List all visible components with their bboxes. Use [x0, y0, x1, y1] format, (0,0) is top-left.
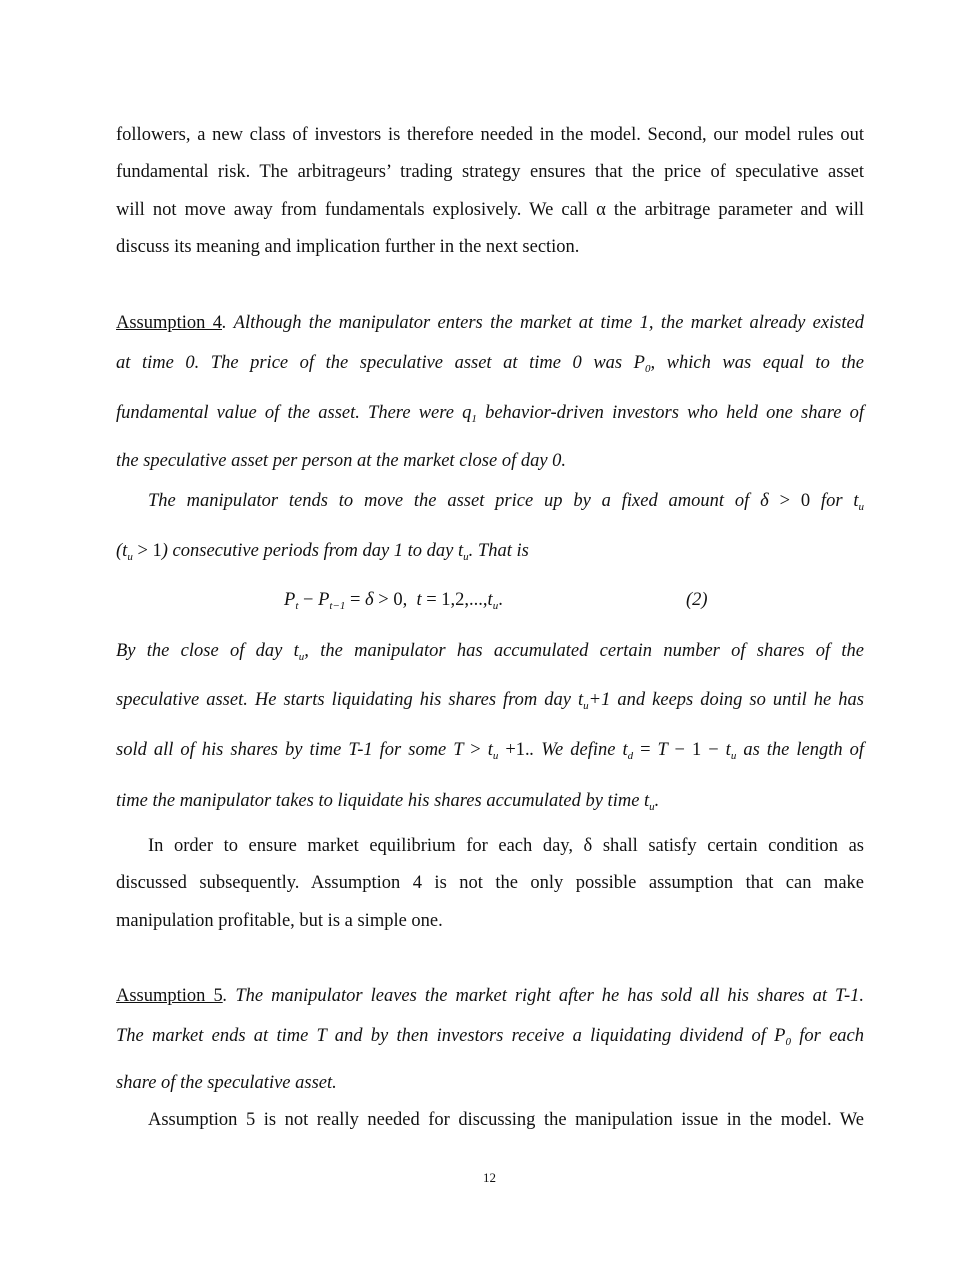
- assumption-4-line: time the manipulator takes to liquidate his shares accumulated by time $t_u$.: [116, 791, 660, 813]
- assumption-4-line: $(t_u > 1)$ consecutive periods from day 1 to day $t_u$. That is: [116, 541, 529, 563]
- math-tu: $t_u$: [853, 491, 865, 513]
- math-tu: $t_u$: [578, 690, 589, 712]
- math-p0: $P_0$: [774, 1026, 791, 1048]
- assumption-5-line: The market ends at time T and by then investors receive a liquidating dividend of $P_0$ for each: [116, 1026, 865, 1048]
- assumption-4-line: speculative asset. He starts liquidating his shares from day $t_u+1$ and keeps doing so until he has: [116, 690, 864, 712]
- paragraph-line: In order to ensure market equilibrium for each day, δ shall satisfy certain condition as: [148, 836, 864, 856]
- assumption-4-label: Assumption 4: [116, 313, 223, 333]
- paragraph-line: followers, a new class of investors is therefore needed in the model. Second, our model rules out: [116, 125, 864, 145]
- paragraph-line: discuss its meaning and implication further in the next section.: [116, 237, 580, 257]
- paragraph-line: discussed subsequently. Assumption 4 is not the only possible assumption that can make: [116, 873, 864, 893]
- math-tu: $t_u$: [644, 791, 655, 813]
- assumption-4-line: sold all of his shares by time T-1 for some $T > t_u +1$.. We define $t_d = T - 1 - t_u$ as the length of: [116, 740, 865, 762]
- assumption-4-line: at time 0. The price of the speculative asset at time 0 was $P_0$, which was equal to the: [116, 353, 864, 375]
- paragraph-line: manipulation profitable, but is a simple one.: [116, 911, 443, 931]
- page-number: 12: [483, 1170, 496, 1185]
- assumption-5-line: Assumption 5. The manipulator leaves the market right after he has sold all his shares at T-1.: [116, 986, 864, 1006]
- equation-number: (2): [686, 590, 708, 610]
- assumption-4-line: the speculative asset per person at the market close of day 0.: [116, 451, 567, 471]
- math-td-definition: $t_d = T - 1 - t_u$: [622, 740, 737, 762]
- paragraph-line: Assumption 5 is not really needed for discussing the manipulation issue in the model. We: [148, 1110, 864, 1130]
- math-T-gt-tu-plus-1: $T > t_u +1$.: [453, 740, 530, 762]
- assumption-5-label: Assumption 5: [116, 986, 223, 1006]
- paragraph-line: will not move away from fundamentals explosively. We call α the arbitrage parameter and will: [116, 200, 864, 220]
- equation-2: $P_t - P_{t-1} = \delta > 0$, $t = 1,2,...,t_u$.: [284, 590, 503, 612]
- math-tu: $t_u$: [458, 541, 469, 563]
- math-p0: $P_0$: [633, 353, 651, 375]
- assumption-4-line: Assumption 4. Although the manipulator enters the market at time 1, the market already existed: [116, 313, 864, 333]
- assumption-4-line: The manipulator tends to move the asset price up by a fixed amount of δ > 0 for $t_u$: [148, 491, 865, 513]
- assumption-5-line: share of the speculative asset.: [116, 1073, 337, 1093]
- math-tu-gt-1: $t_u > 1$: [122, 541, 162, 563]
- assumption-4-line: By the close of day $t_u$, the manipulator has accumulated certain number of shares of the: [116, 641, 864, 663]
- math-tu: $t_u$: [293, 641, 305, 663]
- assumption-4-line: fundamental value of the asset. There were $q_1$ behavior-driven investors who held one share of: [116, 403, 864, 425]
- math-q1: $q_1$: [462, 403, 477, 425]
- math-delta-gt-0: δ > 0: [760, 491, 811, 511]
- paragraph-line: fundamental risk. The arbitrageurs’ trading strategy ensures that the price of speculative asset: [116, 162, 864, 182]
